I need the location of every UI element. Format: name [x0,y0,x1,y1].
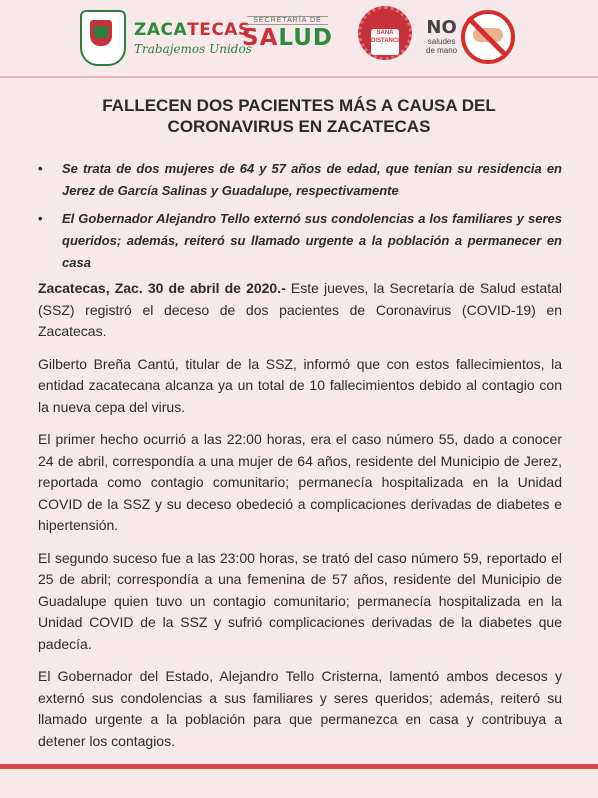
dateline: Zacatecas, Zac. 30 de abril de 2020.- [38,280,286,296]
zacatecas-slogan: Trabajemos Unidos [134,42,252,56]
summary-bullets [38,158,562,280]
bullet-symbol: • [38,161,43,176]
zacatecas-logo [80,10,252,66]
bullet-item: • El Gobernador Alejandro Tello externó sus condolencias a los familiares y seres queridos; además, reiteró su llamado urgente a la población a permanecer en casa [38,208,562,274]
no-saludes-logo [426,10,515,64]
virus-icon [358,6,412,60]
bullet-item: • Se trata de dos mujeres de 64 y 57 años de edad, que tenían su residencia en Jerez de García Salinas y Guadalupe, respectivamente [38,158,562,202]
no-saludes-label: saludes [427,37,456,46]
paragraph: Zacatecas, Zac. 30 de abril de 2020.- Este jueves, la Secretaría de Salud estatal (SSZ) registró el deceso de dos pacientes de Coronavirus (COVID-19) en Zacatecas. [38,280,563,339]
salud-subtitle: SECRETARÍA DE [247,16,328,25]
header-divider [0,76,598,78]
paragraph: Gilberto Breña Cantú, titular de la SSZ, informó que con estos fallecimientos, la entidad zacatecana alcanza ya un total de 10 fallecimientos debido al contagio con la nueva cepa del virus. [38,355,562,415]
headline: FALLECEN DOS PACIENTES MÁS A CAUSA DEL CORONAVIRUS EN ZACATECAS [102,96,496,136]
salud-wordmark: SALUD [242,25,333,51]
de-mano-label: de mano [426,46,458,55]
header [0,6,598,70]
no-handshake-icon [461,10,515,64]
paragraph: El Gobernador del Estado, Alejandro Tello Cristerna, lamentó ambos decesos y externó sus condolencias a sus familiares y seres queridos; además, reiteró su llamado urgente a la población para que permanezca en casa y contribuya a detener los contagios. [38,668,562,749]
salud-logo [242,16,333,51]
sana-distancia-logo [358,6,412,60]
paragraph: El primer hecho ocurrió a las 22:00 horas, era el caso número 55, dado a conocer 24 de abril, correspondía a una mujer de 64 años, residente del Municipio de Jerez, reportada como contagio comunitario; permanecía hospitalizada en la Unidad COVID de la SSZ y su deceso obedeció a complicaciones derivadas de diabetes e hipertensión. [38,431,562,533]
article-body [38,278,562,763]
bullet-symbol: • [38,211,43,226]
zacatecas-wordmark: ZACATECAS [134,20,251,40]
sana-distancia-label: SANA DISTANCIA [371,29,399,55]
state-seal-icon [80,10,126,66]
footer-divider [0,764,598,769]
no-label: NO [426,17,457,38]
paragraph: El segundo suceso fue a las 23:00 horas, se trató del caso número 59, reportado el 25 de abril; correspondía a una femenina de 57 años, residente del Municipio de Guadalupe quien tuvo un contagio comunitario; permanecía hospitalizada en la Unidad COVID de la SSZ y sufrió complicaciones derivadas de la diabetes que padecía. [38,549,562,652]
